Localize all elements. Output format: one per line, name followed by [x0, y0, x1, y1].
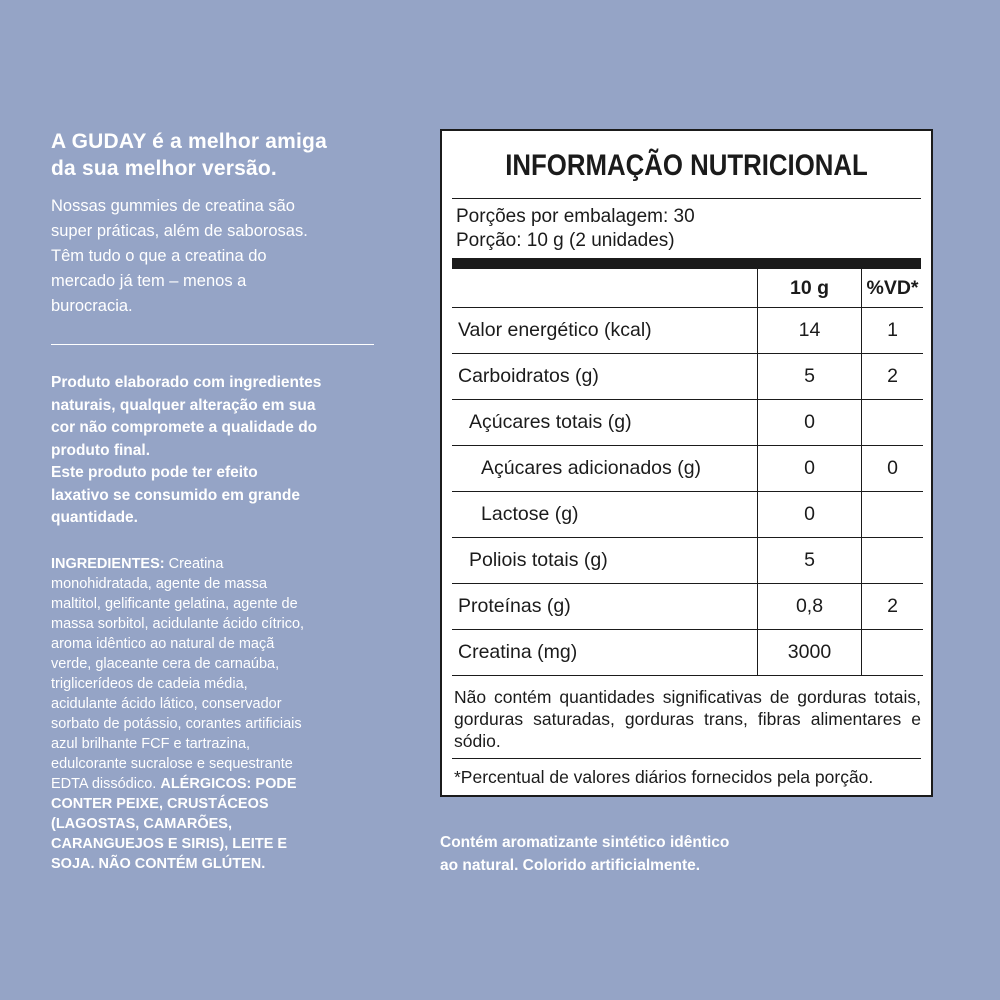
- nutrient-amount: 3000: [758, 630, 862, 676]
- natural-ingredients-notice: Produto elaborado com ingredientes naturais, qualquer alteração em sua cor não compromete a qualidade do produto final.: [51, 374, 322, 459]
- nutrient-dv: 1: [862, 308, 924, 354]
- nutrient-amount: 0: [758, 400, 862, 446]
- intro-text: Nossas gummies de creatina são super práticas, além de saborosas. Têm tudo o que a creatina do mercado já tem – menos a burocracia.: [51, 197, 308, 315]
- nutrient-name: Açúcares adicionados (g): [452, 446, 758, 492]
- table-row: [452, 308, 923, 354]
- nutrient-dv: 0: [862, 446, 924, 492]
- table-row: [452, 584, 923, 630]
- nutrient-name: Poliois totais (g): [452, 538, 758, 584]
- nutrient-amount: 0: [758, 492, 862, 538]
- nutrient-amount: 5: [758, 354, 862, 400]
- nutrient-name: Açúcares totais (g): [452, 400, 758, 446]
- nutrient-dv: 2: [862, 584, 924, 630]
- table-header-row: [452, 269, 923, 308]
- note-divider: [452, 758, 921, 759]
- allergens-warning: ALÉRGICOS: PODE CONTER PEIXE, CRUSTÁCEOS (LAGOSTAS, CAMARÕES, CARANGUEJOS E SIRIS), LEITE E SOJA. NÃO CONTÉM GLÚTEN.: [51, 776, 297, 872]
- nutrition-title: INFORMAÇÃO NUTRICIONAL: [505, 149, 868, 182]
- nutrient-name: Valor energético (kcal): [452, 308, 758, 354]
- serving-size: Porção: 10 g (2 unidades): [456, 230, 675, 251]
- nutrition-table: [452, 269, 923, 676]
- nutrient-amount: 0,8: [758, 584, 862, 630]
- nutrition-facts-label: [440, 129, 933, 797]
- nutrient-name: Creatina (mg): [452, 630, 758, 676]
- nutrient-name: Proteínas (g): [452, 584, 758, 630]
- product-notice: [51, 372, 371, 530]
- nutrient-amount: 5: [758, 538, 862, 584]
- serving-info: [456, 205, 695, 253]
- table-row: [452, 354, 923, 400]
- servings-per-package: Porções por embalagem: 30: [456, 206, 695, 227]
- column-header-amount: 10 g: [758, 269, 862, 308]
- flavoring-notice: Contém aromatizante sintético idêntico ao natural. Colorido artificialmente.: [440, 834, 730, 874]
- table-row: [452, 630, 923, 676]
- nutrient-amount: 14: [758, 308, 862, 354]
- daily-value-footnote: *Percentual de valores diários fornecidos pela porção.: [454, 767, 874, 787]
- table-row: [452, 446, 923, 492]
- nutrient-dv: [862, 492, 924, 538]
- table-row: [452, 492, 923, 538]
- title-divider: [452, 198, 921, 199]
- table-row: [452, 538, 923, 584]
- insignificant-nutrients-note: Não contém quantidades significativas de gorduras totais, gorduras saturadas, gorduras trans, fibras alimentares e sódio.: [454, 687, 921, 751]
- thick-divider: [452, 258, 921, 269]
- section-divider: [51, 344, 374, 345]
- nutrient-dv: 2: [862, 354, 924, 400]
- laxative-warning: Este produto pode ter efeito laxativo se consumido em grande quantidade.: [51, 464, 300, 526]
- nutrient-name: Lactose (g): [452, 492, 758, 538]
- ingredients-text: INGREDIENTES: Creatina monohidratada, agente de massa maltitol, gelificante gelatina, agente de massa sorbitol, acidulante ácido cítrico, aroma idêntico ao natural de maçã verde, glaceante cera de carnaúba, triglicerídeos de cadeia média, acidulante ácido lático, conservador sorbato de potássio, corantes artificiais azul brilhante FCF e tartrazina, edulcorante sucralose e sequestrante EDTA dissódico. ALÉRGICOS: PODE CONTER PEIXE, CRUSTÁCEOS (LAGOSTAS, CAMARÕES, CARANGUEJOS E SIRIS), LEITE E SOJA. NÃO CONTÉM GLÚTEN.: [51, 556, 305, 872]
- nutrient-amount: 0: [758, 446, 862, 492]
- headline: A GUDAY é a melhor amiga da sua melhor versão.: [51, 130, 327, 180]
- nutrient-name: Carboidratos (g): [452, 354, 758, 400]
- nutrient-dv: [862, 538, 924, 584]
- table-row: [452, 400, 923, 446]
- column-header-dv: %VD*: [862, 269, 924, 308]
- nutrient-dv: [862, 400, 924, 446]
- nutrient-dv: [862, 630, 924, 676]
- intro-section: [51, 128, 381, 319]
- ingredients-label: INGREDIENTES:: [51, 556, 165, 572]
